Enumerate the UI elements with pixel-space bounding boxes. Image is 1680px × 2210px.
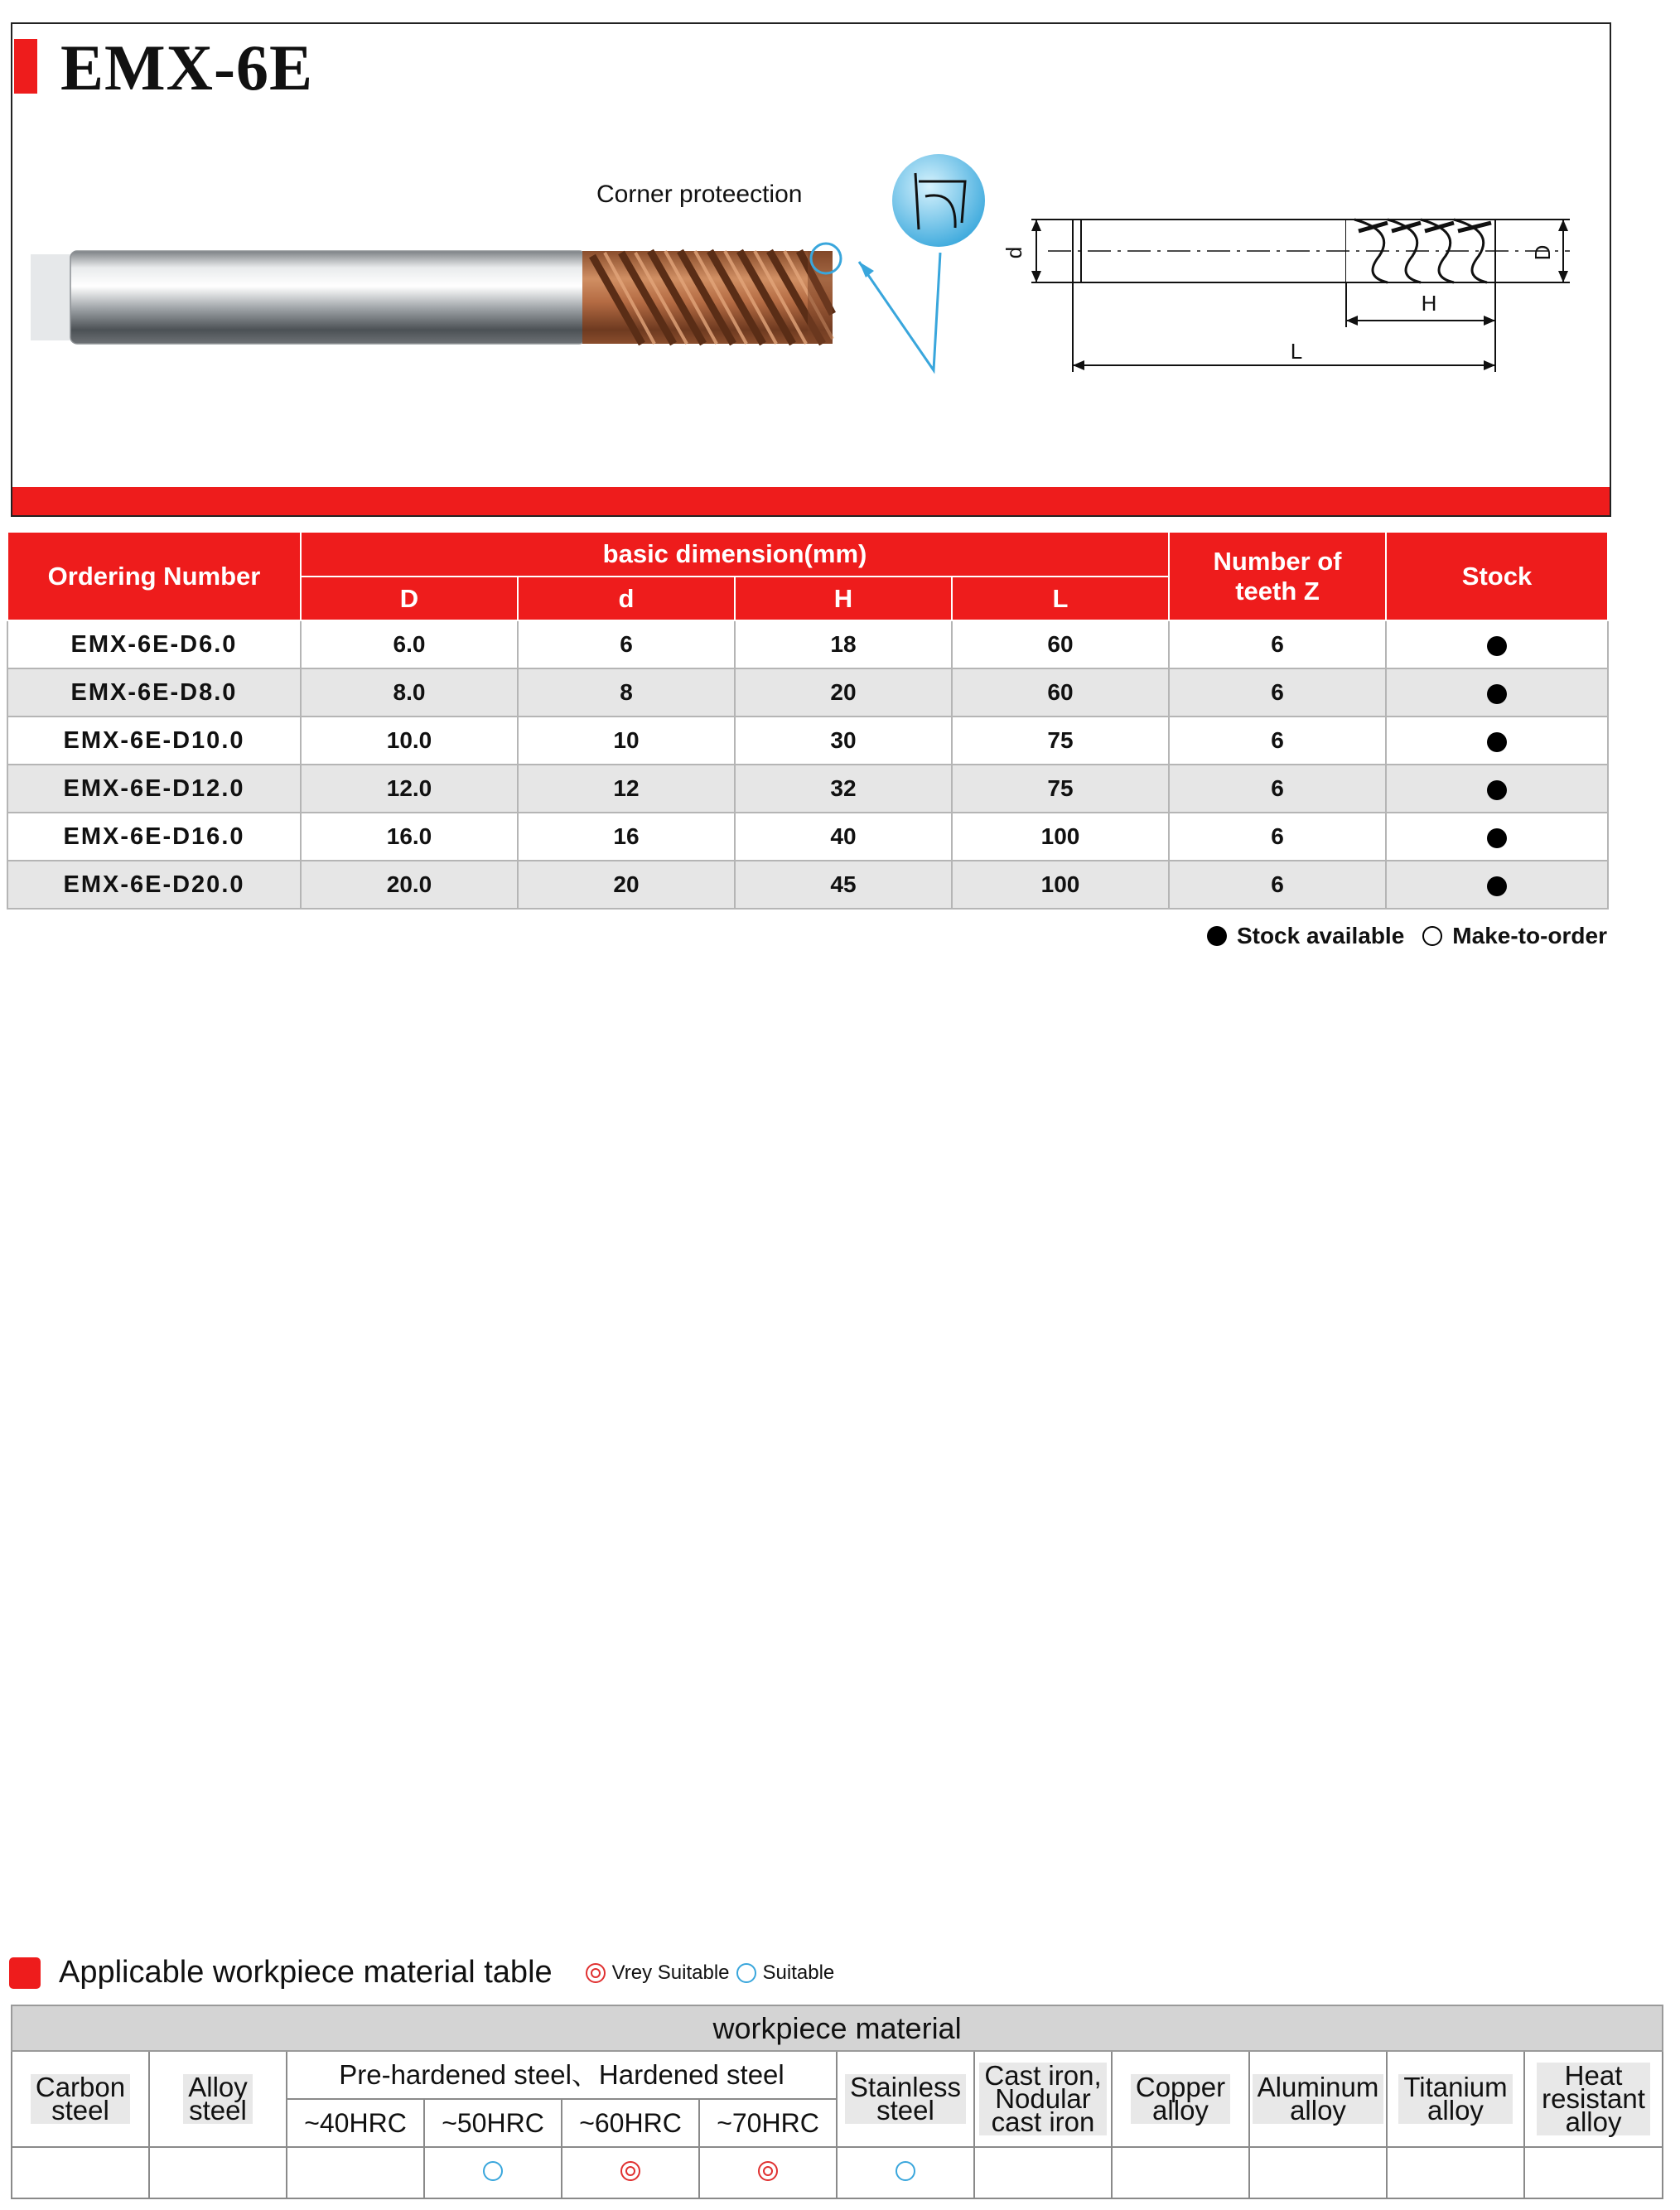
mark-cell-40hrc <box>287 2147 424 2198</box>
material-table-title: Applicable workpiece material table <box>59 1955 553 1990</box>
carbon-line-1: Carbon <box>35 2072 126 2102</box>
cell-stock <box>1386 765 1608 813</box>
cell-D: 16.0 <box>301 813 518 861</box>
col-hardened-group <box>287 2051 837 2099</box>
aluminum-line-1: Aluminum <box>1257 2072 1379 2102</box>
ordering-number: EMX-6E-D8.0 <box>7 668 301 717</box>
cell-d: 10 <box>518 717 735 765</box>
product-header-panel <box>11 22 1611 517</box>
product-title: EMX-6E <box>60 31 313 104</box>
legend-make-to-order-label: Make-to-order <box>1452 923 1607 948</box>
dim-label-d: d <box>1002 246 1026 259</box>
col-40hrc: ~40HRC <box>287 2099 424 2147</box>
ordering-number: EMX-6E-D20.0 <box>7 861 301 909</box>
cell-D: 12.0 <box>301 765 518 813</box>
cell-Z: 6 <box>1169 813 1386 861</box>
alloy-line-2: steel <box>189 2095 247 2126</box>
legend-make-to-order <box>1422 923 1607 949</box>
cell-d: 6 <box>518 620 735 668</box>
col-stainless <box>837 2051 974 2147</box>
legend-available <box>1207 923 1404 949</box>
mark-cell-heat-resistant <box>1524 2147 1663 2198</box>
titanium-line-2: alloy <box>1427 2095 1484 2126</box>
very-suitable-icon <box>758 2161 778 2181</box>
cell-stock <box>1386 620 1608 668</box>
col-D: D <box>301 577 518 620</box>
suitable-icon <box>483 2161 503 2181</box>
col-H: H <box>735 577 952 620</box>
very-suitable-icon <box>586 1963 606 1983</box>
cell-H: 18 <box>735 620 952 668</box>
material-table <box>11 2005 1663 2199</box>
cell-L: 75 <box>952 765 1169 813</box>
panel-bottom-bar <box>12 487 1610 515</box>
col-carbon-steel <box>12 2051 149 2147</box>
ordering-number: EMX-6E-D16.0 <box>7 813 301 861</box>
very-suitable-label: Vrey Suitable <box>611 1961 730 1984</box>
table-row <box>7 717 1608 765</box>
cell-H: 20 <box>735 668 952 717</box>
stock-available-icon <box>1487 828 1507 848</box>
mark-cell-titanium <box>1387 2147 1524 2198</box>
cell-L: 60 <box>952 668 1169 717</box>
group-hardened: Hardened steel <box>598 2059 784 2090</box>
col-aluminum <box>1249 2051 1387 2147</box>
col-alloy-steel <box>149 2051 287 2147</box>
col-titanium <box>1387 2051 1524 2147</box>
stock-available-icon <box>1487 876 1507 896</box>
cell-D: 6.0 <box>301 620 518 668</box>
suitable-icon <box>736 1963 756 1983</box>
cast-line-2: Nodular <box>995 2083 1091 2114</box>
cell-H: 45 <box>735 861 952 909</box>
heat-line-3: alloy <box>1565 2106 1622 2137</box>
copper-line-1: Copper <box>1135 2072 1226 2102</box>
cell-Z: 6 <box>1169 620 1386 668</box>
cell-L: 60 <box>952 620 1169 668</box>
cast-line-1: Cast iron, <box>984 2060 1102 2091</box>
cell-H: 30 <box>735 717 952 765</box>
cell-d: 20 <box>518 861 735 909</box>
suitability-row <box>12 2147 1663 2198</box>
cell-L: 100 <box>952 861 1169 909</box>
carbon-line-2: steel <box>51 2095 109 2126</box>
heat-line-1: Heat <box>1564 2060 1623 2091</box>
cell-H: 32 <box>735 765 952 813</box>
col-copper <box>1112 2051 1249 2147</box>
corner-callout <box>811 154 985 370</box>
aluminum-line-2: alloy <box>1290 2095 1346 2126</box>
mark-cell-carbon <box>12 2147 149 2198</box>
cell-Z: 6 <box>1169 765 1386 813</box>
suitable-icon <box>896 2161 915 2181</box>
col-basic-dimension: basic dimension(mm) <box>301 532 1169 577</box>
mark-cell-70hrc <box>699 2147 837 2198</box>
stock-available-icon <box>1487 732 1507 752</box>
shank-graphic <box>31 251 586 344</box>
cell-L: 75 <box>952 717 1169 765</box>
mark-cell-60hrc <box>562 2147 699 2198</box>
col-70hrc: ~70HRC <box>699 2099 837 2147</box>
cell-D: 20.0 <box>301 861 518 909</box>
cast-line-3: cast iron <box>991 2106 1095 2137</box>
stock-available-icon <box>1487 684 1507 704</box>
legend-available-label: Stock available <box>1236 923 1405 948</box>
cell-stock <box>1386 861 1608 909</box>
col-heat-resistant <box>1524 2051 1663 2147</box>
cell-L: 100 <box>952 813 1169 861</box>
dim-label-H: H <box>1421 291 1437 316</box>
dim-label-L: L <box>1290 339 1303 364</box>
mark-cell-copper <box>1112 2147 1249 2198</box>
stock-available-icon <box>1487 780 1507 800</box>
stainless-line-2: steel <box>876 2095 934 2126</box>
table-row <box>7 620 1608 668</box>
cell-stock <box>1386 813 1608 861</box>
filled-circle-icon <box>1207 926 1227 946</box>
table-row <box>7 668 1608 717</box>
stainless-line-1: Stainless <box>850 2072 961 2102</box>
cell-d: 12 <box>518 765 735 813</box>
cell-stock <box>1386 668 1608 717</box>
end-mill-illustration <box>12 24 1610 488</box>
col-cast-iron <box>974 2051 1112 2147</box>
corner-protection-label: Corner proteection <box>596 181 803 208</box>
workpiece-material-header: workpiece material <box>12 2005 1663 2051</box>
col-L: L <box>952 577 1169 620</box>
alloy-line-1: Alloy <box>188 2072 248 2102</box>
suitability-legend <box>586 1961 835 1985</box>
col-stock: Stock <box>1386 532 1608 620</box>
col-ordering-number: Ordering Number <box>7 532 301 620</box>
open-circle-icon <box>1422 926 1442 946</box>
col-50hrc: ~50HRC <box>424 2099 562 2147</box>
ordering-number: EMX-6E-D10.0 <box>7 717 301 765</box>
copper-line-2: alloy <box>1152 2095 1209 2126</box>
col-60hrc: ~60HRC <box>562 2099 699 2147</box>
dim-label-D: D <box>1530 244 1555 261</box>
flute-graphic <box>582 251 833 344</box>
col-teeth <box>1169 532 1386 620</box>
teeth-line-1: Number of <box>1213 546 1342 576</box>
cell-stock <box>1386 717 1608 765</box>
suitable-label: Suitable <box>762 1961 835 1984</box>
ordering-number: EMX-6E-D12.0 <box>7 765 301 813</box>
mark-cell-alloy <box>149 2147 287 2198</box>
dimension-table <box>7 531 1609 910</box>
mark-cell-aluminum <box>1249 2147 1387 2198</box>
cell-Z: 6 <box>1169 668 1386 717</box>
titanium-line-1: Titanium <box>1403 2072 1508 2102</box>
table-row <box>7 765 1608 813</box>
cell-d: 16 <box>518 813 735 861</box>
stock-available-icon <box>1487 636 1507 656</box>
heat-line-2: resistant <box>1542 2083 1645 2114</box>
cell-D: 8.0 <box>301 668 518 717</box>
cell-D: 10.0 <box>301 717 518 765</box>
very-suitable-icon <box>620 2161 640 2181</box>
mark-cell-stainless <box>837 2147 974 2198</box>
teeth-line-2: teeth Z <box>1235 576 1320 606</box>
section-accent-square <box>9 1957 41 1989</box>
cell-Z: 6 <box>1169 717 1386 765</box>
ordering-number: EMX-6E-D6.0 <box>7 620 301 668</box>
mark-cell-cast-iron <box>974 2147 1112 2198</box>
col-d: d <box>518 577 735 620</box>
mark-cell-50hrc <box>424 2147 562 2198</box>
material-table-heading <box>9 1955 834 1990</box>
cell-Z: 6 <box>1169 861 1386 909</box>
table-row <box>7 813 1608 861</box>
cell-d: 8 <box>518 668 735 717</box>
group-prehardened: Pre-hardened steel、 <box>339 2059 599 2090</box>
table-row <box>7 861 1608 909</box>
cell-H: 40 <box>735 813 952 861</box>
stock-legend <box>1207 923 1607 949</box>
